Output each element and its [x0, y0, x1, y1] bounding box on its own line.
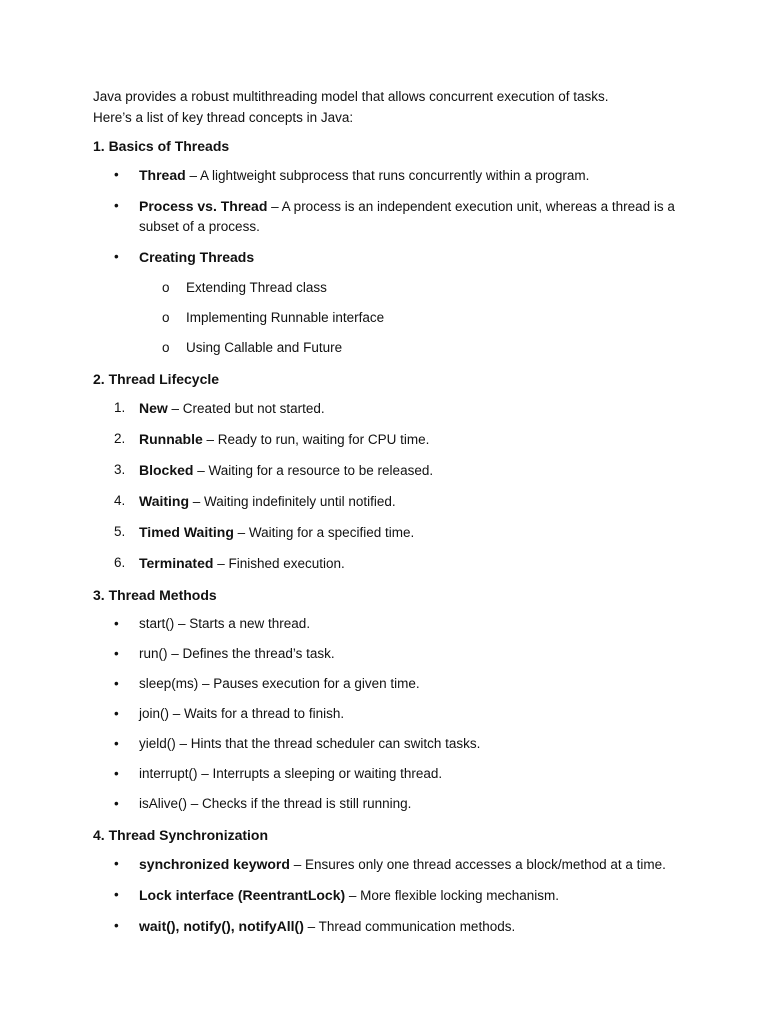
list-item: [93, 196, 683, 237]
intro-paragraph: [93, 86, 683, 128]
item-desc: – A process is an independent execution unit, whereas a thread is a subset of a process.: [139, 199, 675, 234]
item-text: sleep(ms) – Pauses execution for a given time.: [139, 676, 420, 691]
item-number: 4.: [114, 493, 126, 508]
bullet-icon: •: [114, 856, 119, 871]
item-desc: – Finished execution.: [213, 556, 345, 571]
bullet-icon: •: [114, 766, 119, 781]
list-item: [93, 429, 683, 450]
item-number: 1.: [114, 400, 126, 415]
item-desc: – More flexible locking mechanism.: [345, 888, 560, 903]
item-term: Terminated: [139, 555, 214, 571]
list-item: [93, 165, 683, 186]
list-item: [93, 398, 683, 419]
bullet-icon: •: [114, 796, 119, 811]
section-heading-basics: 1. Basics of Threads: [93, 138, 230, 154]
item-text: join() – Waits for a thread to finish.: [139, 706, 345, 721]
list-item: [93, 674, 683, 694]
item-desc: – Ready to run, waiting for CPU time.: [202, 432, 430, 447]
item-text: interrupt() – Interrupts a sleeping or waiting thread.: [139, 766, 443, 781]
bullet-icon: •: [114, 167, 119, 182]
list-item: [93, 704, 683, 724]
bullet-icon: •: [114, 249, 119, 264]
bullet-icon: •: [114, 736, 119, 751]
sub-bullet-icon: o: [162, 310, 170, 325]
item-text: isAlive() – Checks if the thread is still running.: [139, 796, 412, 811]
item-term: synchronized keyword: [139, 856, 290, 872]
list-item: [93, 644, 683, 664]
sub-list-item: [93, 308, 683, 328]
item-number: 6.: [114, 555, 126, 570]
item-desc: – Waiting for a resource to be released.: [193, 463, 434, 478]
sub-item-text: Implementing Runnable interface: [186, 310, 385, 325]
section-heading-synchronization: 4. Thread Synchronization: [93, 827, 269, 843]
list-item: [93, 614, 683, 634]
list-item: [93, 522, 683, 543]
sub-item-text: Using Callable and Future: [186, 340, 343, 355]
item-term: New: [139, 400, 168, 416]
list-item: [93, 491, 683, 512]
list-item: [93, 854, 683, 875]
bullet-icon: •: [114, 646, 119, 661]
item-text: run() – Defines the thread’s task.: [139, 646, 335, 661]
item-desc: – A lightweight subprocess that runs concurrently within a program.: [185, 168, 590, 183]
list-item: [93, 916, 683, 937]
item-number: 5.: [114, 524, 126, 539]
list-item: [93, 553, 683, 574]
item-term: Waiting: [139, 493, 190, 509]
bullet-icon: •: [114, 918, 119, 933]
sub-list-item: [93, 338, 683, 358]
intro-line-1: Java provides a robust multithreading model that allows concurrent execution of tasks.: [93, 89, 609, 104]
sub-item-text: Extending Thread class: [186, 280, 327, 295]
item-desc: – Thread communication methods.: [303, 919, 516, 934]
item-desc: – Waiting indefinitely until notified.: [189, 494, 396, 509]
bullet-icon: •: [114, 887, 119, 902]
item-desc: – Waiting for a specified time.: [233, 525, 415, 540]
item-term: Blocked: [139, 462, 194, 478]
list-item: [93, 247, 683, 268]
sub-bullet-icon: o: [162, 280, 170, 295]
bullet-icon: •: [114, 616, 119, 631]
item-term: Timed Waiting: [139, 524, 234, 540]
item-term: Lock interface (ReentrantLock): [139, 887, 346, 903]
item-term: Process vs. Thread: [139, 198, 268, 214]
list-item: [93, 794, 683, 814]
sub-list-item: [93, 278, 683, 298]
item-text: yield() – Hints that the thread scheduler can switch tasks.: [139, 736, 481, 751]
section-heading-methods: 3. Thread Methods: [93, 587, 217, 603]
list-item: [93, 885, 683, 906]
intro-line-2: Here’s a list of key thread concepts in Java:: [93, 110, 354, 125]
list-item: [93, 460, 683, 481]
item-term: Thread: [139, 167, 186, 183]
item-desc: – Ensures only one thread accesses a block/method at a time.: [289, 857, 666, 872]
item-text: start() – Starts a new thread.: [139, 616, 311, 631]
item-term: Creating Threads: [139, 249, 255, 265]
item-number: 2.: [114, 431, 126, 446]
sub-bullet-icon: o: [162, 340, 170, 355]
item-number: 3.: [114, 462, 126, 477]
list-item: [93, 764, 683, 784]
bullet-icon: •: [114, 676, 119, 691]
item-term: wait(), notify(), notifyAll(): [139, 918, 304, 934]
item-term: Runnable: [139, 431, 203, 447]
bullet-icon: •: [114, 706, 119, 721]
document-page: [93, 86, 683, 947]
bullet-icon: •: [114, 198, 119, 213]
list-item: [93, 734, 683, 754]
item-desc: – Created but not started.: [167, 401, 325, 416]
section-heading-lifecycle: 2. Thread Lifecycle: [93, 371, 220, 387]
